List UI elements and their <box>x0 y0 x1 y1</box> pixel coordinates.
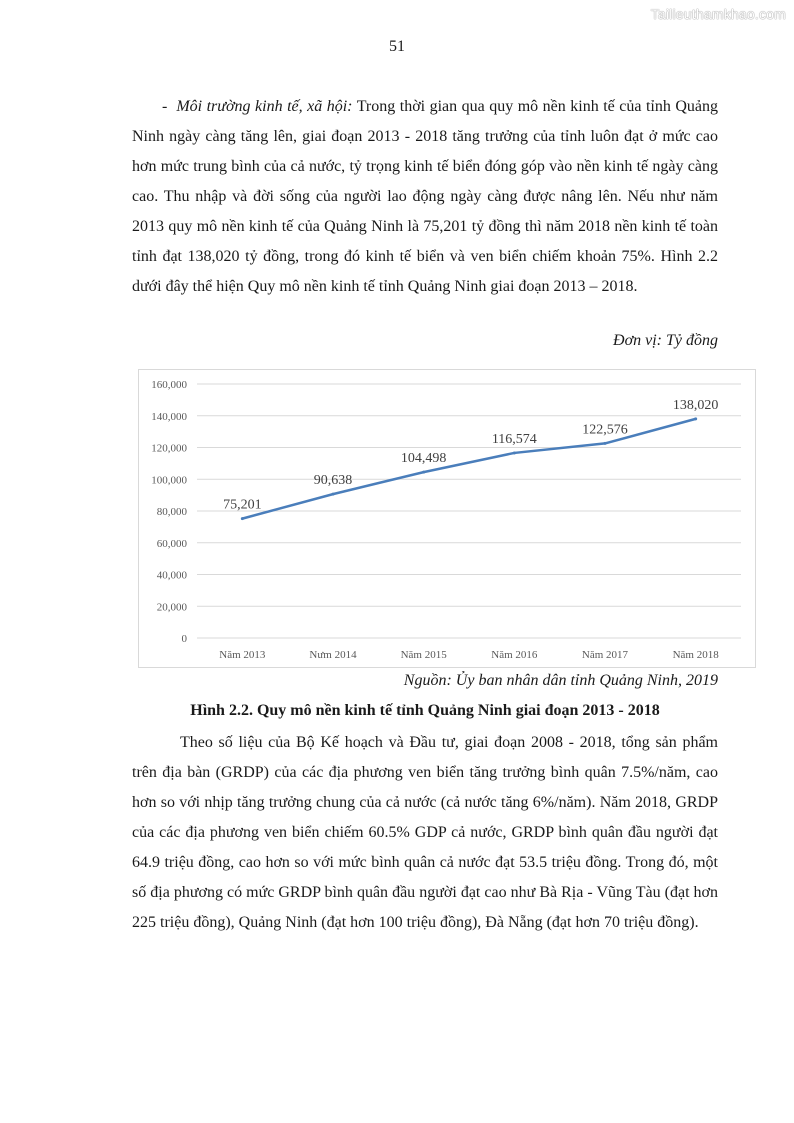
y-tick-label: 140,000 <box>151 410 187 423</box>
x-tick-label: Năm 2015 <box>400 649 447 661</box>
page-number: 51 <box>389 38 405 55</box>
data-label: 104,498 <box>400 451 447 467</box>
paragraph-text-2: Theo số liệu của Bộ Kế hoạch và Đầu tư, giai đoạn 2008 - 2018, tổng sản phẩm trên địa bàn (GRDP) của các địa phương ven biển tăng trưởng bình quân 7.5%/năm, cao hơn so với nhịp tăng trưởng chung của cả nước (cả nước tăng 6%/năm). Năm 2018, GRDP của các địa phương ven biển chiếm 60.5% GDP cả nước, GRDP bình quân đầu người đạt 64.9 triệu đồng, cao hơn so với mức bình quân cả nước đạt 53.5 triệu đồng. Trong đó, một số địa phương có mức GRDP bình quân đầu người đạt cao như Bà Rịa - Vũng Tàu (đạt hơn 225 triệu đồng), Quảng Ninh (đạt hơn 100 triệu đồng), Đà Nẵng (đạt hơn 70 triệu đồng). <box>132 734 718 931</box>
y-tick-label: 80,000 <box>156 506 187 518</box>
paragraph-grdp <box>132 728 718 938</box>
data-label: 116,574 <box>491 431 537 447</box>
y-tick-label: 20,000 <box>156 601 187 614</box>
data-label: 75,201 <box>223 497 262 513</box>
y-tick-label: 60,000 <box>156 537 187 550</box>
unit-label: Đơn vị: Tỷ đồng <box>613 332 718 349</box>
x-tick-label: Năm 2013 <box>219 649 266 661</box>
y-tick-label: 120,000 <box>151 442 187 455</box>
line-chart <box>138 369 756 668</box>
data-label: 90,638 <box>313 473 353 489</box>
data-label: 138,020 <box>672 397 719 413</box>
data-point <box>604 442 607 445</box>
data-point <box>513 451 516 454</box>
data-label: 122,576 <box>582 422 628 438</box>
y-tick-label: 40,000 <box>156 569 187 582</box>
x-tick-label: Nưm 2014 <box>309 649 357 661</box>
x-tick-label: Năm 2017 <box>581 649 629 661</box>
data-point <box>422 471 425 474</box>
y-tick-label: 160,000 <box>151 379 187 391</box>
y-tick-label: 100,000 <box>151 474 187 487</box>
watermark: Tailieuthamkhao.com <box>650 6 786 22</box>
paragraph-text: Trong thời gian qua quy mô nền kinh tế của tỉnh Quảng Ninh ngày càng tăng lên, giai đoạn 2013 - 2018 tăng trưởng của tỉnh luôn đạt ở mức cao hơn mức trung bình của cả nước, tỷ trọng kinh tế biển đóng góp vào nền kinh tế ngày càng cao. Thu nhập và đời sống của người lao động ngày càng được nâng lên. Nếu như năm 2013 quy mô nền kinh tế của Quảng Ninh là 75,201 tỷ đồng thì năm 2018 nền kinh tế toàn tỉnh đạt 138,020 tỷ đồng, trong đó kinh tế biển và ven biển chiếm khoản 75%. Hình 2.2 dưới đây thể hiện Quy mô nền kinh tế tỉnh Quảng Ninh giai đoạn 2013 – 2018. <box>132 98 719 295</box>
bullet-dash: - <box>162 98 168 115</box>
y-tick-label: 0 <box>181 633 187 645</box>
data-point <box>694 417 697 420</box>
paragraph-heading: Môi trường kinh tế, xã hội: <box>176 98 353 115</box>
source-note: Nguồn: Ủy ban nhân dân tỉnh Quảng Ninh, 2019 <box>403 672 718 689</box>
chart-canvas <box>139 370 755 667</box>
x-tick-label: Năm 2018 <box>672 649 719 661</box>
figure-caption: Hình 2.2. Quy mô nền kinh tế tỉnh Quảng Ninh giai đoạn 2013 - 2018 <box>190 702 660 719</box>
data-point <box>241 517 244 520</box>
paragraph-economic-environment <box>132 92 718 302</box>
x-tick-label: Năm 2016 <box>491 649 538 661</box>
data-point <box>332 493 335 496</box>
